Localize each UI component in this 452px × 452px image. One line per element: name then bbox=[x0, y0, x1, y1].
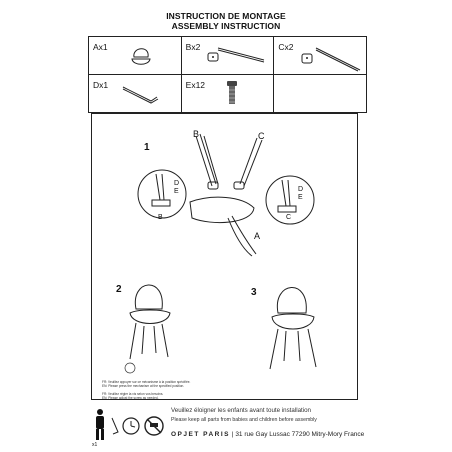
step-1-number: 1 bbox=[144, 142, 150, 153]
label-c-top: C bbox=[258, 131, 265, 141]
warning-french: Veuillez éloigner les enfants avant toute installation bbox=[171, 407, 311, 414]
part-cell-a bbox=[89, 37, 182, 75]
part-c-label: Cx2 bbox=[278, 42, 294, 52]
allen-key-icon bbox=[117, 79, 167, 109]
step-2-chair bbox=[122, 269, 192, 379]
brand-line bbox=[171, 431, 364, 438]
step-1-illustration bbox=[92, 114, 357, 264]
person-icon bbox=[93, 408, 107, 442]
front-leg-icon bbox=[198, 42, 270, 72]
instructions-frame bbox=[91, 113, 358, 400]
detail-right-d: D bbox=[298, 186, 304, 193]
parts-table bbox=[88, 36, 367, 113]
footer bbox=[91, 402, 365, 450]
note-2-en: EN: Please adjust the screw as needed. bbox=[102, 396, 159, 400]
title-english: ASSEMBLY INSTRUCTION bbox=[171, 21, 281, 31]
note-1 bbox=[102, 380, 190, 388]
time-icon bbox=[121, 416, 141, 436]
detail-left-e: E bbox=[174, 188, 179, 195]
allen-key-tool-icon bbox=[109, 416, 121, 436]
person-count: x1 bbox=[92, 442, 98, 448]
part-a-label: Ax1 bbox=[93, 42, 108, 52]
part-cell-d bbox=[89, 75, 182, 113]
step-3-chair bbox=[262, 269, 332, 379]
part-cell-empty bbox=[274, 75, 367, 113]
note-2 bbox=[102, 392, 163, 400]
no-drill-icon bbox=[143, 414, 165, 438]
chair-seat-icon bbox=[129, 43, 153, 69]
step-3-number: 3 bbox=[251, 287, 257, 298]
brand-address: | 31 rue Gay Lussac 77290 Mitry-Mory France bbox=[230, 431, 365, 438]
label-a: A bbox=[254, 231, 261, 241]
part-e-label: Ex12 bbox=[185, 80, 206, 90]
warning-english: Please keep all parts from babies and children before assembly bbox=[171, 417, 317, 423]
part-b-label: Bx2 bbox=[185, 42, 201, 52]
detail-left-b: B bbox=[158, 214, 163, 221]
note-1-en: EN: Please press the mechanism at the specified position. bbox=[102, 384, 185, 388]
back-leg-icon bbox=[294, 40, 364, 72]
part-cell-c bbox=[274, 37, 367, 75]
part-cell-e bbox=[181, 75, 274, 113]
title-french: INSTRUCTION DE MONTAGE bbox=[166, 11, 286, 21]
step-2-number: 2 bbox=[116, 284, 122, 295]
label-b-top: B bbox=[193, 129, 200, 139]
bolt-icon bbox=[224, 79, 244, 109]
detail-right-c: C bbox=[286, 214, 292, 221]
note-2-fr: FR: Veuillez régler la vis selon vos besoins. bbox=[102, 392, 164, 396]
part-d-label: Dx1 bbox=[93, 80, 109, 90]
part-cell-b bbox=[181, 37, 274, 75]
detail-right-e: E bbox=[298, 194, 303, 201]
brand-name: OPJET PARIS bbox=[171, 431, 231, 438]
detail-left-d: D bbox=[174, 180, 180, 187]
note-1-fr: FR: Veuillez appuyer sur ce mécanisme à la position spécifiée. bbox=[102, 380, 191, 384]
